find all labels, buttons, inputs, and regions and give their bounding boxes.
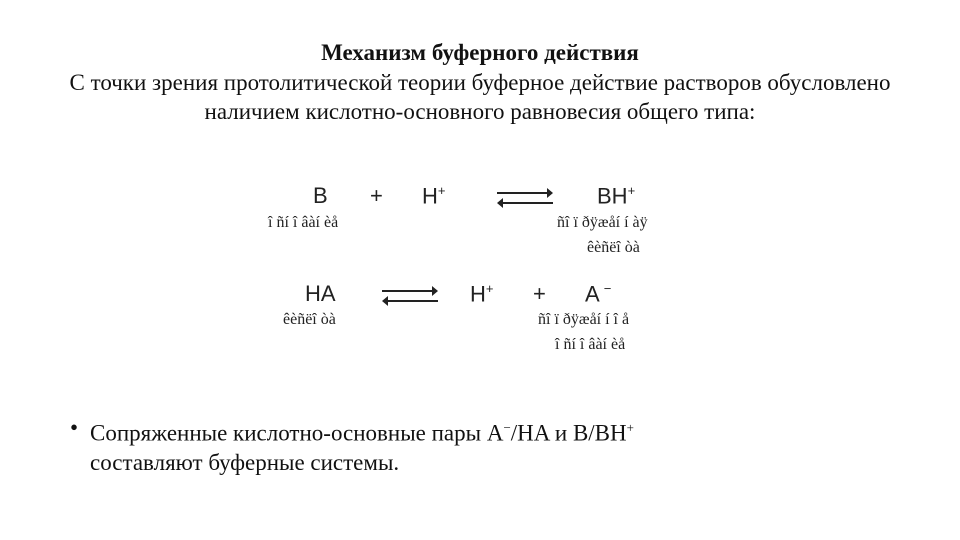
- eq2-acid-label: êèñëî òà: [283, 311, 336, 328]
- intro-paragraph: С точки зрения протолитической теории буферное действие растворов обусловлено наличием кислотно-основного равновесия общего типа:: [69, 70, 891, 124]
- bullet-dot: •: [70, 415, 79, 440]
- eq1-equilibrium-arrows-icon: [495, 186, 555, 210]
- eq1-conjugate-acid-BH: BH+: [597, 183, 636, 209]
- eq1-base-B: B: [313, 183, 328, 208]
- eq2-equilibrium-arrows-icon: [380, 284, 440, 308]
- eq1-base-label: î ñí î âàí èå: [268, 214, 339, 231]
- eq2-conjugate-base-A: A −: [585, 281, 612, 307]
- eq1-conjugate-acid-label-1: ñî ï ðÿæåí í àÿ: [557, 214, 648, 231]
- eq1-plus: +: [370, 183, 383, 208]
- bullet-text: Сопряженные кислотно-основные пары A−/HA и B/BH+ составляют буферные системы.: [90, 420, 634, 475]
- eq2-acid-HA: HA: [305, 281, 336, 306]
- eq2-conjugate-base-label-2: î ñí î âàí èå: [555, 336, 626, 353]
- slide-title: Механизм буферного действия: [321, 40, 639, 65]
- eq1-conjugate-acid-label-2: êèñëî òà: [587, 239, 640, 256]
- eq2-proton: H+: [470, 281, 494, 307]
- eq2-plus: +: [533, 281, 546, 306]
- eq1-proton: H+: [422, 183, 446, 209]
- eq2-conjugate-base-label-1: ñî ï ðÿæåí í î å: [538, 311, 630, 328]
